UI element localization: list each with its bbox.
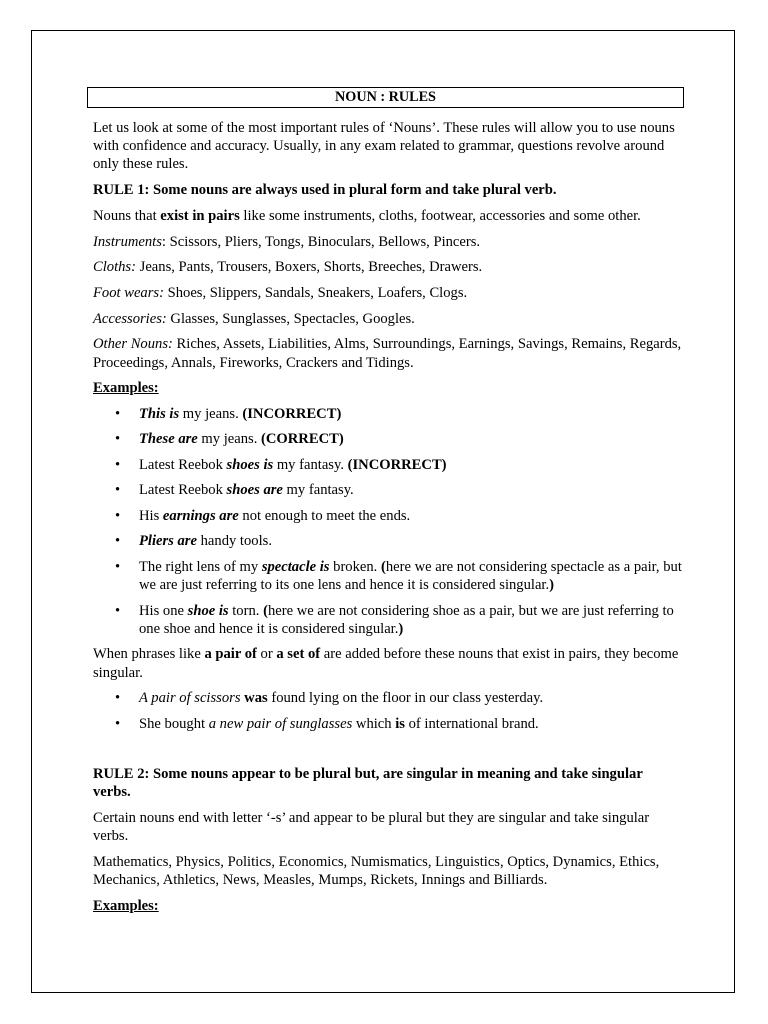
rule1-examples-label: Examples: (93, 380, 159, 397)
rule2-heading: RULE 2: Some nouns appear to be plural but, are singular in meaning and take singular verbs. (93, 766, 643, 801)
category-cloths: Cloths: Jeans, Pants, Trousers, Boxers, Shorts, Breeches, Drawers. (93, 259, 483, 276)
intro-paragraph: Let us look at some of the most important rules of ‘Nouns’. These rules will allow you to use nouns with confidence and accuracy. Usually, in any exam related to grammar, questions revolve around only these rules. (93, 120, 675, 173)
list-item: • His one shoe is torn. (here we are not considering shoe as a pair, but we are just referring to one shoe and hence it is considered singular.) (93, 602, 683, 638)
list-item: • Pliers are handy tools. (93, 532, 683, 550)
list-item: • Latest Reebok shoes are my fantasy. (93, 481, 683, 499)
page-title: NOUN : RULES (87, 87, 684, 108)
rule2-noun-list: Mathematics, Physics, Politics, Economics, Numismatics, Linguistics, Optics, Dynamics, Ethics, Mechanics, Athletics, News, Measles, Mumps, Rickets, Innings and Billiards. (93, 854, 660, 889)
rule2-examples-label: Examples: (93, 897, 159, 914)
list-item: • Latest Reebok shoes is my fantasy. (INCORRECT) (93, 456, 683, 474)
list-item: • His earnings are not enough to meet the ends. (93, 507, 683, 525)
phrase-examples-list (93, 689, 683, 733)
list-item: • The right lens of my spectacle is broken. (here we are not considering spectacle as a pair, but we are just referring to its one lens and hence it is considered singular.) (93, 558, 683, 594)
category-foot-wears: Foot wears: Shoes, Slippers, Sandals, Sneakers, Loafers, Clogs. (93, 284, 468, 301)
section-spacer (93, 740, 683, 765)
category-other-nouns: Other Nouns: Riches, Assets, Liabilities, Alms, Surroundings, Earnings, Savings, Remains, Regards, Proceedings, Annals, Fireworks, Crackers and Tidings. (93, 336, 682, 371)
rule1-heading: RULE 1: Some nouns are always used in plural form and take plural verb. (93, 182, 557, 199)
phrase-paragraph: When phrases like a pair of or a set of are added before these nouns that exist in pairs, they become singular. (93, 646, 679, 681)
list-item: • A pair of scissors was found lying on the floor in our class yesterday. (93, 689, 683, 707)
document-body (93, 87, 683, 923)
rule1-description: Nouns that exist in pairs like some instruments, cloths, footwear, accessories and some other. (93, 207, 641, 224)
list-item: • She bought a new pair of sunglasses which is of international brand. (93, 715, 683, 733)
list-item: • These are my jeans. (CORRECT) (93, 430, 683, 448)
list-item: • This is my jeans. (INCORRECT) (93, 405, 683, 423)
category-instruments: Instruments: Scissors, Pliers, Tongs, Binoculars, Bellows, Pincers. (93, 233, 481, 250)
rule1-examples-list (93, 405, 683, 638)
rule2-description: Certain nouns end with letter ‘-s’ and appear to be plural but they are singular and take singular verbs. (93, 810, 650, 845)
category-accessories: Accessories: Glasses, Sunglasses, Spectacles, Googles. (93, 310, 415, 327)
